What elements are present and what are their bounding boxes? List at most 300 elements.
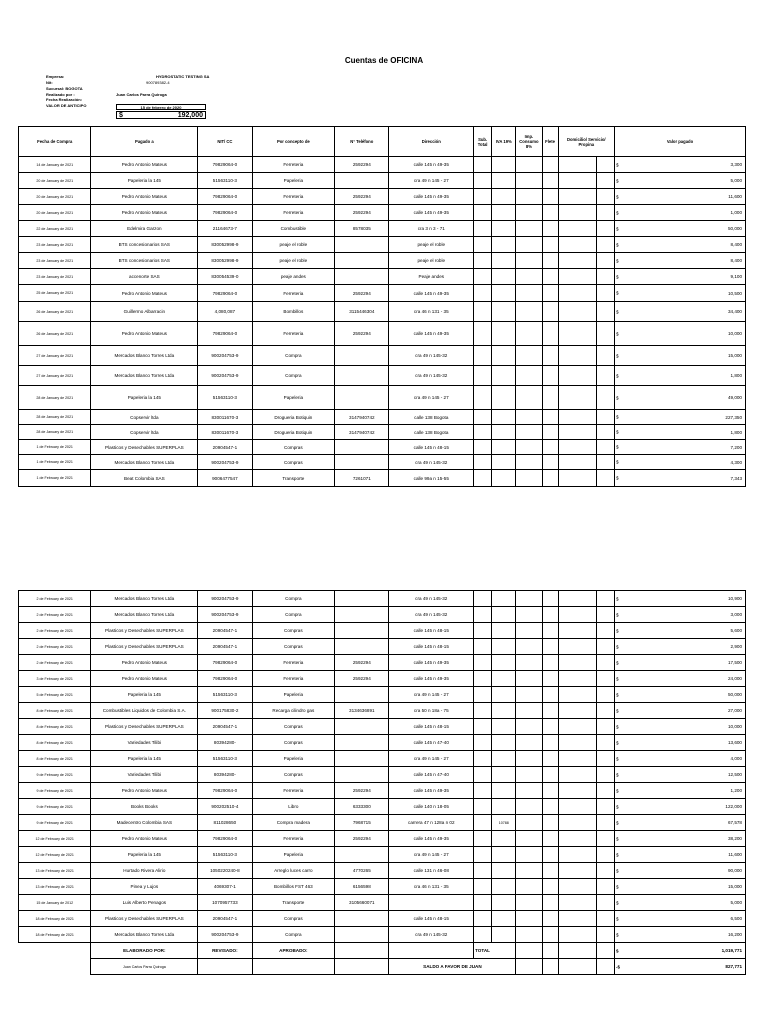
table-row [19,879,746,895]
cell-nit: 79829064-0 [198,157,252,173]
cell-servicio [596,607,614,623]
cell-iva [492,157,516,173]
cell-subtotal [474,719,492,735]
cell-direccion [389,895,474,911]
cell-flete [542,671,558,687]
cell-pagado: Pedro Antonio Mateus [91,189,198,205]
cell-servicio [596,735,614,751]
cell-iva [492,927,516,943]
empresa-value: HYDROSTATIC TESTING SA [156,74,210,80]
cell-flete [542,751,558,767]
cell-servicio [596,366,614,386]
cell-imp-consumo [516,911,542,927]
cell-iva [492,655,516,671]
cell-iva [492,735,516,751]
cell-direccion: cra 3 n 3 - 71 [389,221,474,237]
cell-imp-consumo [516,269,542,285]
cell-domicilio [558,639,596,655]
cell-domicilio [558,322,596,346]
table-row [19,322,746,346]
cell-fecha: 8 de February de 2021 [19,719,91,735]
cell-iva [492,269,516,285]
cell-valor [614,189,745,205]
cell-telefono: 2592294 [335,322,389,346]
cell-subtotal [474,221,492,237]
cell-fecha: 23 de January de 2021 [19,253,91,269]
cell-subtotal [474,205,492,221]
currency-sign: $ [615,772,619,777]
cell-pagado: Luis Alberto Penagos [91,895,198,911]
cell-pagado: Copservir ltda [91,410,198,425]
cell-imp-consumo [516,639,542,655]
cell-pagado: Plasticos y Desechables SUPERPLAS [91,440,198,455]
cell-fecha: 2 de February de 2021 [19,623,91,639]
cell-domicilio [558,879,596,895]
cell-subtotal [474,895,492,911]
cell-nit: 20904547-1 [198,719,252,735]
cell-domicilio [558,671,596,687]
cell-iva [492,455,516,470]
cell-servicio [596,815,614,831]
saldo-label: SALDO A FAVOR DE JUAN [389,959,516,975]
cell-iva [492,189,516,205]
cell-flete [542,639,558,655]
table-row [19,221,746,237]
cell-nit: 79829064-0 [198,655,252,671]
cell-imp-consumo [516,687,542,703]
table-row [19,703,746,719]
cell-concepto: Ferreteria [252,783,335,799]
cell-nit: 51563110-3 [198,386,252,410]
cell-fecha: 28 de January de 2021 [19,410,91,425]
valor-amount: 5,000 [730,900,742,905]
cell-iva [492,767,516,783]
cell-flete [542,410,558,425]
cell-valor [614,410,745,425]
cell-fecha: 15 de January de 2012 [19,895,91,911]
col-domicilio: Domicilio/ Servicio/ Propina [558,127,614,157]
cell-imp-consumo [516,470,542,487]
cell-fecha: 26 de January de 2021 [19,302,91,322]
cell-servicio [596,655,614,671]
cell-direccion: cra 49 n 145 - 27 [389,386,474,410]
table-row [19,455,746,470]
cell-valor [614,783,745,799]
cell-servicio [596,470,614,487]
cell-pagado: Combustibles Liquidos de Colombia S.A. [91,703,198,719]
cell-valor [614,607,745,623]
valor-amount: 10,900 [727,596,742,601]
cell-domicilio [558,455,596,470]
cell-iva [492,831,516,847]
cell-iva [492,173,516,189]
cell-subtotal [474,847,492,863]
valor-amount: 3,000 [730,612,742,617]
saldo-value: 827,771 [725,964,742,969]
cell-valor [614,671,745,687]
cell-direccion: calle 140 n 18-05 [389,799,474,815]
cell-telefono [335,847,389,863]
valor-amount: 6,500 [730,916,742,921]
cell-valor [614,639,745,655]
cell-nit: 51563110-3 [198,847,252,863]
cell-valor [614,911,745,927]
cell-domicilio [558,751,596,767]
cell-subtotal [474,173,492,189]
valor-amount: 4,000 [730,756,742,761]
cell-nit: 1070957733 [198,895,252,911]
cell-telefono [335,623,389,639]
table-row [19,189,746,205]
aprobado-label: APROBADO: [252,943,335,959]
cell-concepto: Ferreteria [252,655,335,671]
cell-telefono [335,173,389,189]
cell-servicio [596,285,614,302]
cell-flete [542,591,558,607]
cell-flete [542,719,558,735]
currency-sign: $ [615,373,619,378]
cell-flete [542,815,558,831]
cell-imp-consumo [516,767,542,783]
cell-nit: 830052998-9 [198,253,252,269]
cell-direccion: cra 49 n 145-32 [389,591,474,607]
cell-fecha: 2 de February de 2021 [19,639,91,655]
cell-iva [492,799,516,815]
cell-iva [492,671,516,687]
cell-pagado: Plasticos y Desechables SUPERPLAS [91,719,198,735]
cell-concepto: Compra [252,346,335,366]
valor-amount: 49,000 [727,395,742,400]
cell-servicio [596,302,614,322]
col-telefono: N° Teléfono [335,127,389,157]
cell-servicio [596,783,614,799]
cell-domicilio [558,205,596,221]
cell-pagado: Mercados Blanco Torres Ltda [91,455,198,470]
cell-concepto: Recarga cilindro gas [252,703,335,719]
cell-concepto: Compras [252,440,335,455]
cell-concepto: Compras [252,455,335,470]
cell-flete [542,440,558,455]
currency-sign: $ [615,836,619,841]
cell-pagado: Papeleria la 145 [91,687,198,703]
col-valor: Valor pagado [614,127,745,157]
cell-iva [492,366,516,386]
cell-iva [492,425,516,440]
cell-domicilio [558,302,596,322]
cell-fecha: 13 de February de 2021 [19,863,91,879]
cell-domicilio [558,895,596,911]
cell-nit: 51563110-3 [198,751,252,767]
cell-concepto: Compras [252,623,335,639]
cell-servicio [596,173,614,189]
cell-nit: 811028650 [198,815,252,831]
cell-servicio [596,591,614,607]
cell-domicilio [558,655,596,671]
cell-iva [492,879,516,895]
currency-sign: $ [615,194,619,199]
cell-flete [542,269,558,285]
cell-telefono [335,607,389,623]
cell-servicio [596,440,614,455]
cell-valor [614,237,745,253]
col-imp-consumo: Imp. Consumo 8% [516,127,542,157]
table-row [19,440,746,455]
cell-domicilio [558,607,596,623]
cell-valor [614,879,745,895]
cell-iva [492,386,516,410]
cell-valor [614,687,745,703]
table-row [19,847,746,863]
valor-amount: 9,100 [730,274,742,279]
cell-pagado: Mercados Blanco Torres Ltda [91,927,198,943]
cell-flete [542,455,558,470]
cell-domicilio [558,470,596,487]
revisado-label: REVISADO: [198,943,252,959]
cell-imp-consumo [516,719,542,735]
cell-subtotal [474,410,492,425]
cell-domicilio [558,386,596,410]
cell-concepto: Drogueria Botiquin [252,410,335,425]
cell-iva [492,470,516,487]
cell-subtotal [474,783,492,799]
table-row [19,366,746,386]
cell-direccion: calle 145 n 48-15 [389,440,474,455]
cell-pagado: Edelmira Garzon [91,221,198,237]
cell-pagado: Pedro Antonio Mateus [91,671,198,687]
cell-concepto: Ferreteria [252,205,335,221]
cell-pagado: Mercados Blanco Torres Ltda [91,366,198,386]
cell-iva [492,253,516,269]
cell-subtotal [474,366,492,386]
cell-telefono: 6156598 [335,879,389,895]
cell-iva [492,687,516,703]
page-title: Cuentas de OFICINA [344,56,424,65]
cell-pagado: Pedro Antonio Mateus [91,655,198,671]
col-pagado: Pagado a [91,127,198,157]
cell-direccion: peaje el roble [389,253,474,269]
cell-servicio [596,879,614,895]
cell-flete [542,799,558,815]
cell-direccion: peaje el roble [389,237,474,253]
cell-domicilio [558,687,596,703]
cell-flete [542,879,558,895]
cell-nit: 830011670-3 [198,410,252,425]
cell-concepto: Ferreteria [252,831,335,847]
totals-row [19,943,746,959]
table-row [19,173,746,189]
cell-servicio [596,863,614,879]
cell-pagado: Mercados Blanco Torres Ltda [91,346,198,366]
cell-imp-consumo [516,157,542,173]
cell-fecha: 8 de February de 2021 [19,751,91,767]
cell-flete [542,253,558,269]
currency-sign: $ [615,884,619,889]
valor-amount: 1,000 [730,210,742,215]
cell-direccion: calle 138 Bogota [389,410,474,425]
cell-telefono: 4770265 [335,863,389,879]
cell-subtotal [474,815,492,831]
currency-sign: $ [615,309,619,314]
cell-pagado: Mercados Blanco Torres Ltda [91,591,198,607]
cell-telefono [335,269,389,285]
cell-valor [614,205,745,221]
currency-sign: $ [615,395,619,400]
cell-fecha: 27 de January de 2021 [19,366,91,386]
table-row [19,751,746,767]
cell-iva [492,751,516,767]
cell-servicio [596,322,614,346]
cell-imp-consumo [516,799,542,815]
currency-sign: $ [615,916,619,921]
currency-sign: $ [615,429,619,435]
cell-nit: 20904547-1 [198,911,252,927]
table-row [19,470,746,487]
currency-sign: $ [615,932,619,937]
currency-sign: $ [615,852,619,857]
cell-subtotal [474,470,492,487]
cell-domicilio [558,911,596,927]
cell-pagado: Papeleria la 145 [91,751,198,767]
table-row [19,815,746,831]
table-row [19,591,746,607]
cell-valor [614,470,745,487]
cell-valor [614,425,745,440]
cell-flete [542,221,558,237]
cell-servicio [596,767,614,783]
cell-direccion: Peaje andes [389,269,474,285]
cell-direccion: cra 49 n 145 - 27 [389,751,474,767]
cell-fecha: 20 de January de 2021 [19,205,91,221]
cell-flete [542,189,558,205]
cell-valor [614,655,745,671]
cell-concepto: Ferreteria [252,322,335,346]
cell-fecha: 2 de February de 2021 [19,655,91,671]
cell-telefono: 2592294 [335,189,389,205]
currency-sign: $ [615,660,619,665]
cell-domicilio [558,157,596,173]
cell-flete [542,285,558,302]
valor-amount: 5,000 [730,178,742,183]
cell-nit: 830052998-9 [198,237,252,253]
cell-subtotal [474,346,492,366]
cell-fecha: 9 de February de 2021 [19,815,91,831]
saldo-row [19,959,746,975]
cell-flete [542,425,558,440]
cell-valor [614,173,745,189]
valor-amount: 1,200 [730,788,742,793]
cell-pagado: Papeleria la 145 [91,847,198,863]
cell-subtotal [474,623,492,639]
valor-amount: 50,000 [727,226,742,231]
cell-nit: 79829064-0 [198,322,252,346]
cell-domicilio [558,767,596,783]
currency-sign: $ [615,596,619,601]
cell-concepto: Combustible [252,221,335,237]
cell-telefono: 7261071 [335,470,389,487]
cell-imp-consumo [516,455,542,470]
cell-subtotal [474,831,492,847]
cell-subtotal [474,687,492,703]
table-row [19,639,746,655]
cell-flete [542,687,558,703]
cell-imp-consumo [516,671,542,687]
table-row [19,911,746,927]
cell-flete [542,831,558,847]
cell-servicio [596,386,614,410]
cell-flete [542,911,558,927]
valor-amount: 17,500 [727,660,742,665]
cell-imp-consumo [516,895,542,911]
cell-direccion: cra 46 n 131 - 35 [389,302,474,322]
cell-imp-consumo [516,623,542,639]
cell-iva: 10788 [492,815,516,831]
cell-valor [614,386,745,410]
cell-servicio [596,410,614,425]
cell-pagado: Pedro Antonio Mateus [91,285,198,302]
cell-concepto: Ferreteria [252,157,335,173]
currency-sign: $ [615,692,619,697]
realizado-value: Juan Carlos Parra Quiroga [116,91,167,97]
table-row [19,386,746,410]
valor-amount: 4,300 [730,459,742,465]
cell-imp-consumo [516,655,542,671]
cell-imp-consumo [516,607,542,623]
cell-direccion: calle 145 n 49-35 [389,831,474,847]
cell-domicilio [558,847,596,863]
cell-flete [542,927,558,943]
cell-direccion: calle 145 n 48-15 [389,623,474,639]
cell-iva [492,285,516,302]
cell-flete [542,205,558,221]
table-row [19,671,746,687]
cell-subtotal [474,639,492,655]
cell-flete [542,863,558,879]
cell-concepto: Bombillos FST 463 [252,879,335,895]
cell-valor [614,751,745,767]
col-nit: NIT/ CC [198,127,252,157]
table-row [19,863,746,879]
cell-subtotal [474,189,492,205]
cell-nit: 830054539-0 [198,269,252,285]
valor-amount: 11,600 [728,194,742,199]
cell-domicilio [558,189,596,205]
cell-servicio [596,455,614,470]
expenses-table-2 [18,590,746,975]
cell-subtotal [474,607,492,623]
cell-domicilio [558,237,596,253]
cell-iva [492,302,516,322]
cell-domicilio [558,253,596,269]
cell-concepto: Compra [252,927,335,943]
cell-nit: 900204753-9 [198,927,252,943]
table-row [19,157,746,173]
table-row [19,253,746,269]
currency-sign: $ [615,290,619,296]
col-concepto: Por concepto de [252,127,335,157]
cell-flete [542,173,558,189]
cell-subtotal [474,655,492,671]
cell-domicilio [558,269,596,285]
cell-pagado: Guillermo Albarracin [91,302,198,322]
cell-imp-consumo [516,847,542,863]
valor-amount: 10,500 [727,290,742,296]
cell-fecha: 9 de February de 2021 [19,799,91,815]
table-row [19,767,746,783]
table-row [19,895,746,911]
cell-imp-consumo [516,189,542,205]
cell-valor [614,863,745,879]
cell-fecha: 8 de February de 2021 [19,735,91,751]
